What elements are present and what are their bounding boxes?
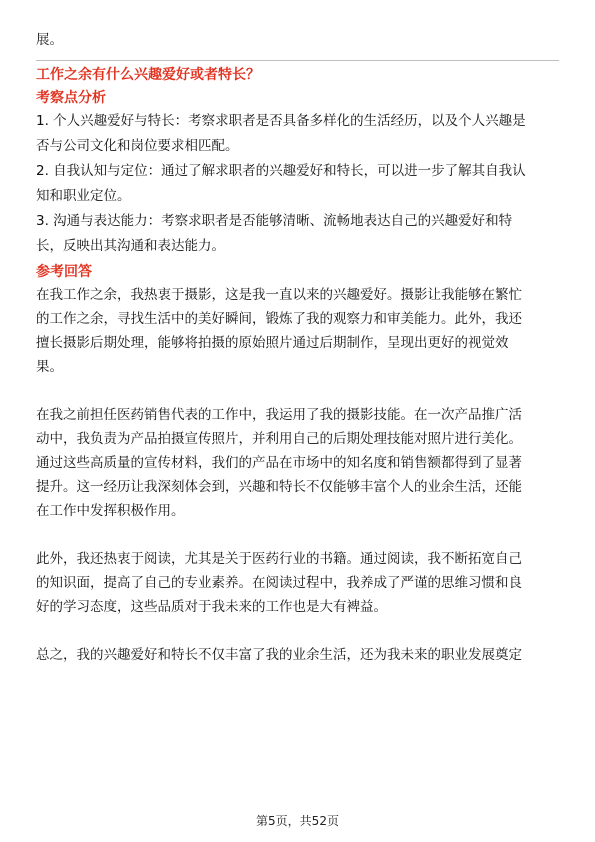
document-page [36,28,559,667]
paragraph-gap [36,379,559,403]
section-divider [36,60,559,61]
analysis-line: 2. 自我认知与定位：通过了解求职者的兴趣爱好和特长，可以进一步了解其自我认 [36,163,526,179]
paragraph-line: 的工作之余，寻找生活中的美好瞬间，锻炼了我的观察力和审美能力。此外，我还 [36,311,522,327]
analysis-list [36,109,559,259]
answer-paragraph-3 [36,547,559,619]
answer-heading: 参考回答 [36,264,92,280]
paragraph-line: 在我之前担任医药销售代表的工作中，我运用了我的摄影技能。在一次产品推广活 [36,407,522,423]
paragraph-line: 总之，我的兴趣爱好和特长不仅丰富了我的业余生活，还为我未来的职业发展奠定 [36,647,522,663]
paragraph-line: 好的学习态度，这些品质对于我未来的工作也是大有裨益。 [36,599,387,615]
answer-paragraph-1 [36,283,559,379]
paragraph-line: 此外，我还热衷于阅读，尤其是关于医药行业的书籍。通过阅读，我不断拓宽自己 [36,551,522,567]
paragraph-line: 通过这些高质量的宣传材料，我们的产品在市场中的知名度和销售额都得到了显著 [36,455,522,471]
paragraph-gap [36,523,559,547]
analysis-line: 长，反映出其沟通和表达能力。 [36,238,225,254]
page-footer: 第5页，共52页 [256,814,339,828]
paragraph-line: 动中，我负责为产品拍摄宣传照片，并利用自己的后期处理技能对照片进行美化。 [36,431,522,447]
analysis-line: 知和职业定位。 [36,188,131,204]
answer-paragraph-2 [36,403,559,523]
paragraph-line: 提升。这一经历让我深刻体会到，兴趣和特长不仅能够丰富个人的业余生活，还能 [36,479,522,495]
paragraph-line: 在工作中发挥积极作用。 [36,503,185,519]
previous-paragraph-tail: 展。 [36,32,63,48]
paragraph-gap [36,619,559,643]
analysis-heading: 考察点分析 [36,90,106,106]
paragraph-line: 在我工作之余，我热衷于摄影，这是我一直以来的兴趣爱好。摄影让我能够在繁忙 [36,287,522,303]
analysis-line: 3. 沟通与表达能力：考察求职者是否能够清晰、流畅地表达自己的兴趣爱好和特 [36,213,513,229]
paragraph-line: 果。 [36,359,63,375]
answer-paragraph-4 [36,643,559,667]
paragraph-line: 擅长摄影后期处理，能够将拍摄的原始照片通过后期制作，呈现出更好的视觉效 [36,335,509,351]
question-title: 工作之余有什么兴趣爱好或者特长？ [36,67,260,83]
analysis-line: 1. 个人兴趣爱好与特长：考察求职者是否具备多样化的生活经历，以及个人兴趣是 [36,113,526,129]
analysis-line: 否与公司文化和岗位要求相匹配。 [36,138,239,154]
paragraph-line: 的知识面，提高了自己的专业素养。在阅读过程中，我养成了严谨的思维习惯和良 [36,575,522,591]
